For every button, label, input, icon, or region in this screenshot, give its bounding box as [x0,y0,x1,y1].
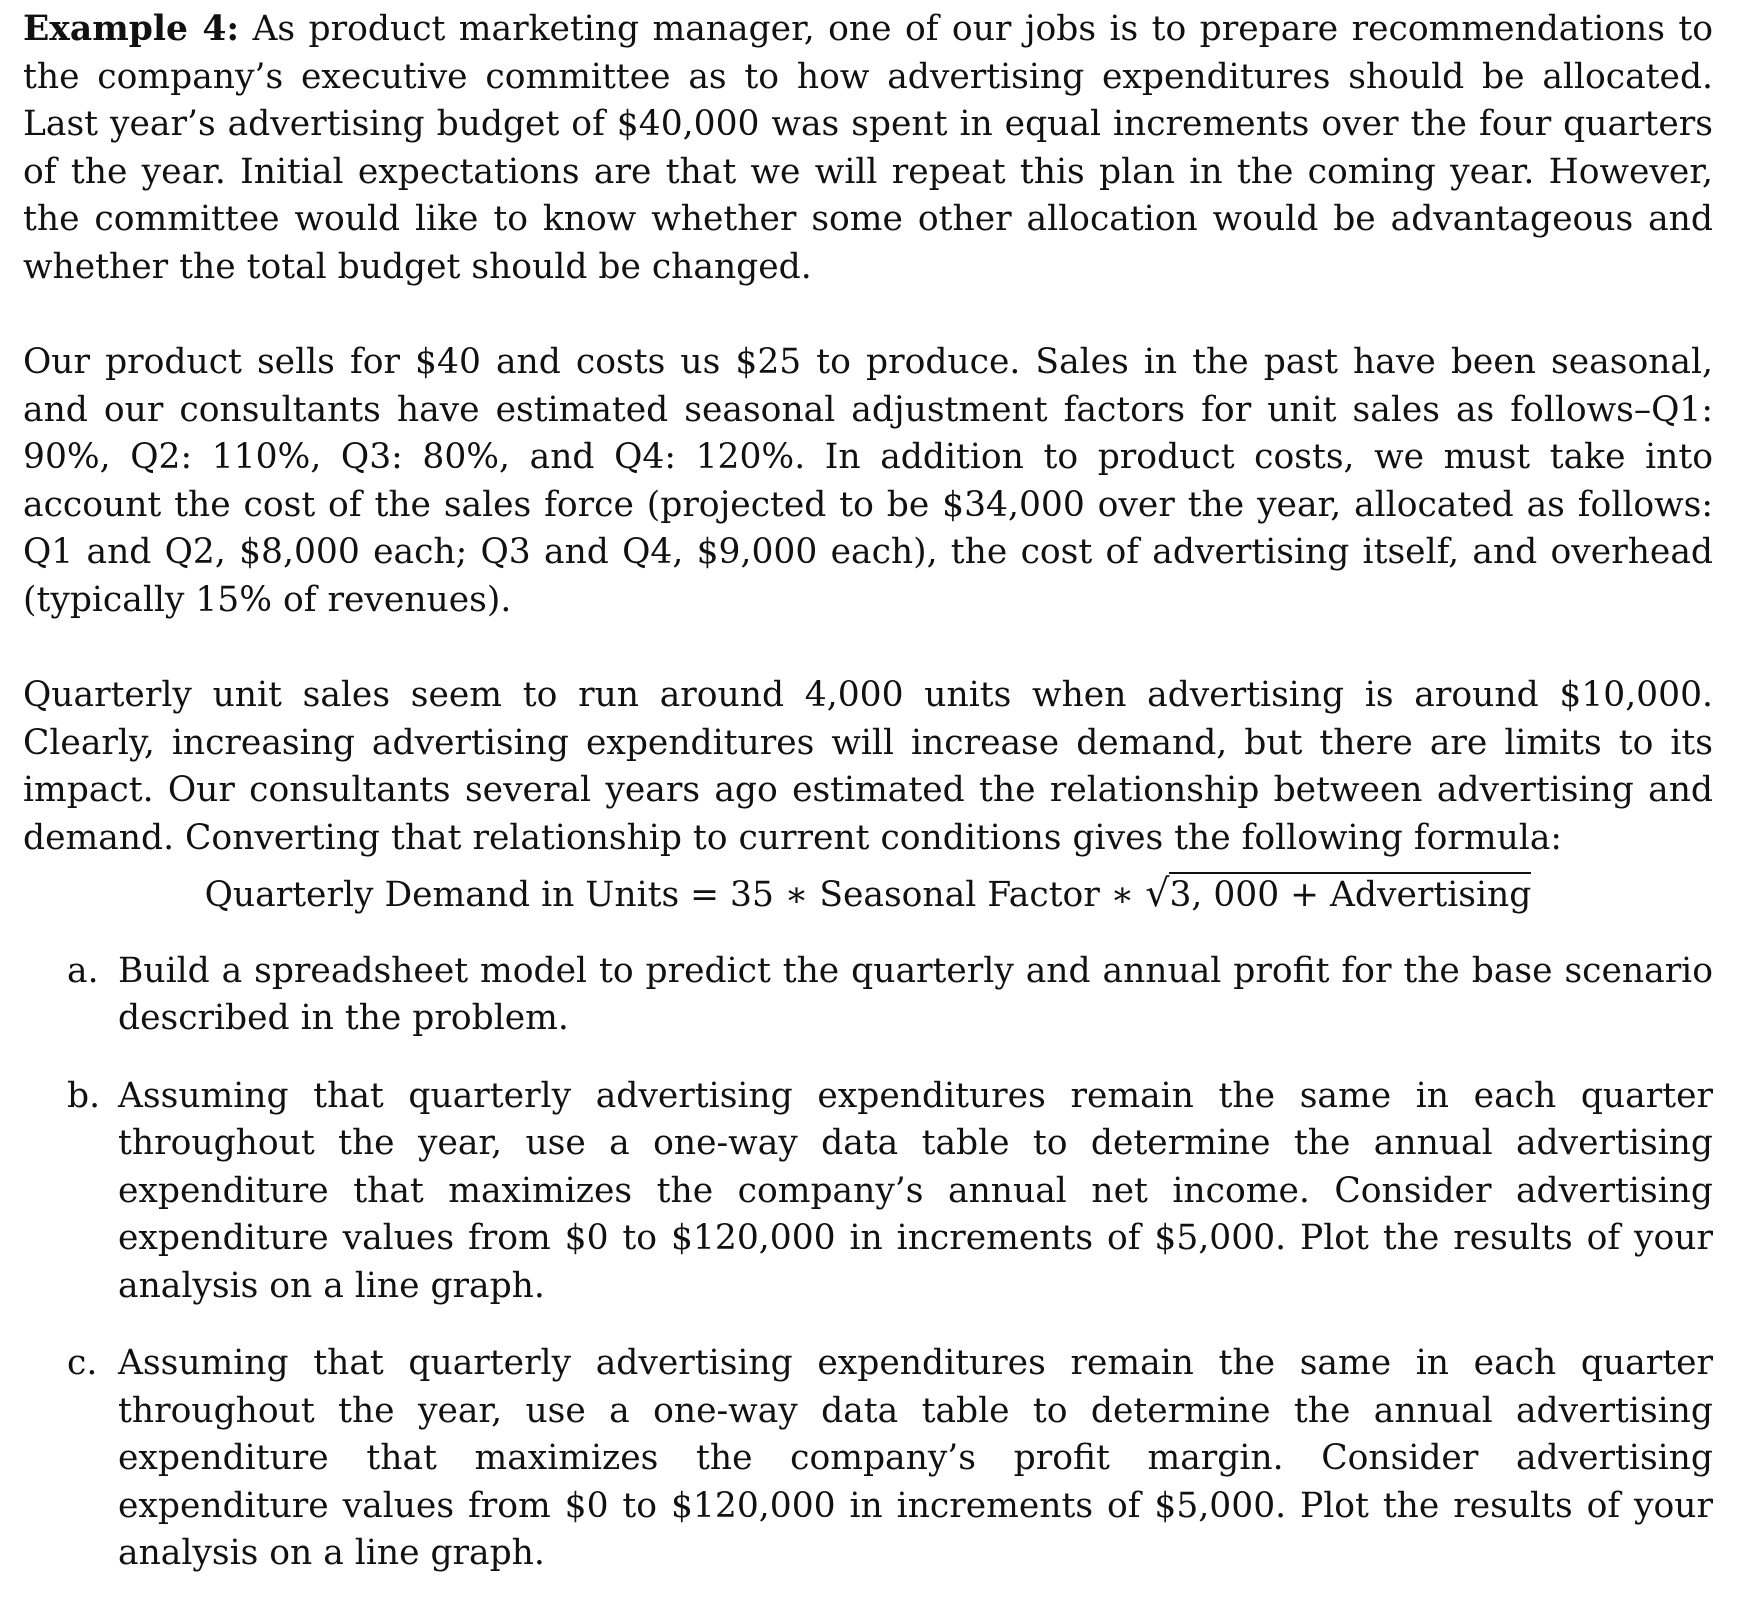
question-marker: a. [67,950,99,991]
question-marker: b. [67,1075,101,1116]
demand-paragraph: Quarterly unit sales seem to run around 4,000 units when advertising is around $10,000. Clearly, increasing advertising expenditures will increase demand, but there are limits to its impact. Our consultants several years ago estimated the relationship between advertising and demand. Converting that relationship to current conditions gives the following formula: [23,675,1713,858]
sqrt-sign: √ [1145,871,1170,915]
question-list [23,948,1713,1578]
question-item-b [23,1073,1713,1311]
question-item-c [23,1340,1713,1578]
example-label: Example 4: [23,9,240,49]
formula-lhs: Quarterly Demand in Units = 35 ∗ Seasonal Factor ∗ [204,875,1146,915]
question-text: Assuming that quarterly advertising expenditures remain the same in each quarter throughout the year, use a one-way data table to determine the annual advertising expenditure that maximizes the company’s profit margin. Consider advertising expenditure values from $0 to $120,000 in increments of $5,000. Plot the results of your analysis on a line graph. [118,1343,1713,1573]
question-marker: c. [67,1343,98,1383]
question-item-a [23,948,1713,1043]
demand-formula [23,870,1713,920]
pricing-paragraph: Our product sells for $40 and costs us $25 to produce. Sales in the past have been seasonal, and our consultants have estimated seasonal adjustment factors for unit sales as follows–Q1: 90%, Q2: 110%, Q3: 80%, and Q4: 120%. In addition to product costs, we must take into account the cost of the sales force (projected to be $34,000 over the year, allocated as follows: Q1 and Q2, $8,000 each; Q3 and Q4, $9,000 each), the cost of advertising itself, and overhead (typically 15% of revenues). [23,342,1713,620]
formula-radicand: 3, 000 + Advertising [1169,872,1531,915]
intro-paragraph [23,6,1713,291]
question-text: Build a spreadsheet model to predict the quarterly and annual profit for the base scenario described in the problem. [118,950,1713,1038]
question-text: Assuming that quarterly advertising expenditures remain the same in each quarter throughout the year, use a one-way data table to determine the annual advertising expenditure that maximizes the company’s annual net income. Consider advertising expenditure values from $0 to $120,000 in increments of $5,000. Plot the results of your analysis on a line graph. [118,1075,1713,1306]
document-page [23,6,1713,1608]
intro-text: As product marketing manager, one of our jobs is to prepare recommendations to the company’s executive committee as to how advertising expenditures should be allocated. Last year’s advertising budget of $40,000 was spent in equal increments over the four quarters of the year. Initial expectations are that we will repeat this plan in the coming year. However, the committee would like to know whether some other allocation would be advantageous and whether the total budget should be changed. [23,9,1713,287]
